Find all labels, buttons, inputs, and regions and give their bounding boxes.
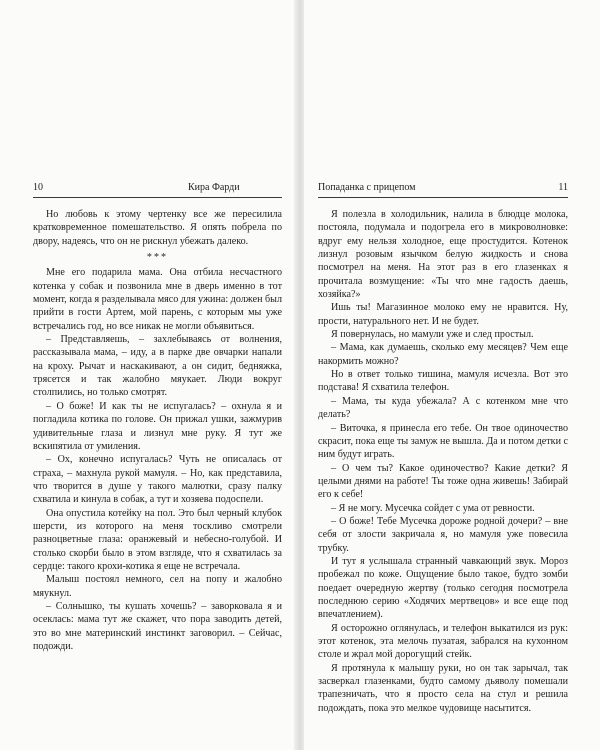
- paragraph: Она опустила котейку на пол. Это был черный клубок шерсти, из которого на меня тоскливо смотрели разноцветные глаза: оранжевый и небесно-голубой. И столько скорби было в этом взгляде, что я схватилась за сердце: такого крохи-котика я еще не встречала.: [33, 507, 282, 572]
- paragraph: – О боже! Тебе Мусечка дороже родной дочери? – вне себя от злости закричала я, но мамуля уже повесила трубку.: [318, 515, 568, 554]
- right-page: [304, 0, 600, 750]
- paragraph: – Ох, конечно испугалась? Чуть не описалась от страха, – махнула рукой мамуля. – Но, как представила, что творится в душе у такого малютки, сразу палку схватила и кинула в собак, а тут и хозяева подоспели.: [33, 454, 282, 506]
- paragraph: Ишь ты! Магазинное молоко ему не нравится. Ну, прости, натурального нет. И не будет.: [318, 302, 568, 327]
- paragraph: Мне его подарила мама. Она отбила несчастного котенка у собак и позвонила мне в дверь именно в тот момент, когда я разделывала мясо для ужина: должен был прийти в гости Артем, мой парень, с которым мы уже встречались год, но все никак не могли объявиться.: [33, 267, 282, 332]
- paragraph: – Мама, ты куда убежала? А с котенком мне что делать?: [318, 395, 568, 421]
- right-page-number: 11: [558, 182, 568, 193]
- paragraph: Я осторожно оглянулась, и телефон выкатился из рук: этот котенок, эта мелочь пузатая, забрался на кухонном столе и жрал мой дорогущий стейк.: [318, 622, 568, 661]
- paragraph: Я полезла в холодильник, налила в блюдце молока, постояла, подумала и подогрела его в микроволновке: вдруг ему нельзя холодное, еще простудится. Котенок лизнул розовым язычком белую жидкость и снова посмотрел на меня. На этот раз в его глазенках я прочитала возмущение: «Ты что мне гадость даешь, хозяйка?»: [318, 209, 568, 301]
- paragraph: Но любовь к этому чертенку все же пересилила кратковременное помешательство. Я опять побрела по двору, надеясь, что он не рискнул убежать далеко.: [33, 209, 282, 247]
- left-page-text: [33, 208, 282, 653]
- paragraph: Малыш постоял немного, сел на попу и жалобно мяукнул.: [33, 574, 282, 599]
- paragraph: Я протянула к малышу руки, но он так зарычал, так засверкал глазенками, будто самому дьяволу помешали трапезничать, что я просто села на стул и решила подождать, пока это мелкое чудовище насытится.: [318, 662, 568, 714]
- paragraph: – Мама, как думаешь, сколько ему месяцев? Чем еще накормить можно?: [318, 342, 568, 367]
- paragraph: – О чем ты? Какое одиночество? Какие детки? Я целыми днями на работе! Ты тоже одна живешь! Забирай его к себе!: [318, 462, 568, 501]
- left-page-number: 10: [33, 182, 43, 193]
- left-running-title: Кира Фарди: [188, 182, 240, 193]
- paragraph: И тут я услышала странный чавкающий звук. Мороз пробежал по коже. Ощущение было такое, будто зомби поедает очередную жертву (только сегодня посмотрела последнюю серию «Ходячих мертвецов» и все еще под впечатлением).: [318, 555, 568, 621]
- left-page: [0, 0, 296, 750]
- right-running-header: [318, 181, 568, 198]
- paragraph: – О боже! И как ты не испугалась? – охнула я и погладила котика по голове. Он прижал ушки, зажмурив удивительные глаза и лизнул мне руку. Я тут же вскипятила от умиления.: [33, 400, 282, 452]
- right-running-title: Попаданка с прицепом: [318, 182, 416, 193]
- section-break: ***: [146, 252, 169, 264]
- paragraph: – Солнышко, ты кушать хочешь? – заворковала я и осеклась: мама тут же скажет, что пора заводить детей, это во мне материнский инстинкт заговорил. – Сейчас, подожди.: [33, 600, 282, 652]
- paragraph: – Представляешь, – захлебываясь от волнения, рассказывала мама, – иду, а в парке две овчарки напали на кроху. Рычат и наскакивают, а он сидит, бедняжка, трясется и так жалобно мяукает. Люди вокруг столпились, но только смотрят.: [33, 334, 282, 399]
- left-running-header: [33, 181, 282, 198]
- paragraph: – Я не могу. Мусечка сойдет с ума от ревности.: [331, 502, 535, 514]
- paragraph: Но в ответ только тишина, мамуля исчезла. Вот это подстава! Я схватила телефон.: [318, 369, 568, 394]
- paragraph: – Виточка, я принесла его тебе. Он твое одиночество скрасит, пока еще ты замуж не вышла. Да и потом детки с ним будут играть.: [318, 422, 568, 461]
- right-page-text: [318, 208, 568, 715]
- paragraph: Я повернулась, но мамули уже и след простыл.: [331, 329, 534, 341]
